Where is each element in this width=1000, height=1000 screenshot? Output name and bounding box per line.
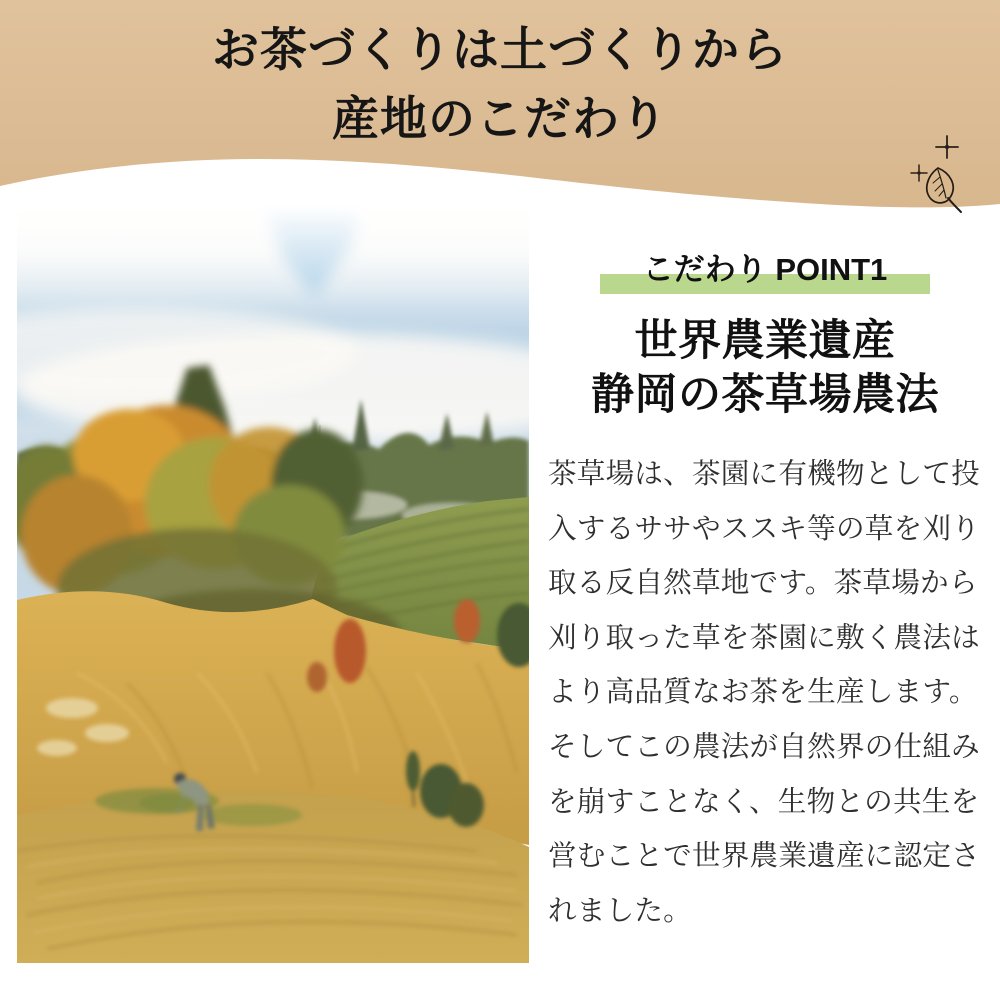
page-title-line2: 産地のこだわり <box>332 94 668 146</box>
body-line: 営むことで世界農業遺産に認定さ <box>548 841 980 873</box>
field-photo <box>17 203 529 963</box>
body-line: 取る反自然草地です。茶草場から <box>548 568 978 600</box>
point1-heading-line2: 静岡の茶草場農法 <box>591 372 939 419</box>
body-line: より高品質なお茶を生産します。 <box>548 677 978 709</box>
point1-heading <box>548 315 982 423</box>
point1-body <box>548 448 982 939</box>
page-title-line1: お茶づくりは土づくりから <box>212 25 788 77</box>
point1-section <box>548 246 982 939</box>
body-line: れました。 <box>548 895 692 927</box>
page-title <box>0 17 1000 155</box>
body-line: 入するササやススキ等の草を刈り <box>548 513 980 545</box>
body-line: を崩すことなく、生物との共生を <box>548 786 980 818</box>
body-line: そしてこの農法が自然界の仕組み <box>548 731 980 763</box>
point1-heading-line1: 世界農業遺産 <box>634 318 896 365</box>
body-line: 刈り取った草を茶園に敷く農法は <box>548 622 980 654</box>
point1-badge: こだわり POINT1 <box>600 246 930 294</box>
body-line: 茶草場は、茶園に有機物として投 <box>548 459 980 490</box>
